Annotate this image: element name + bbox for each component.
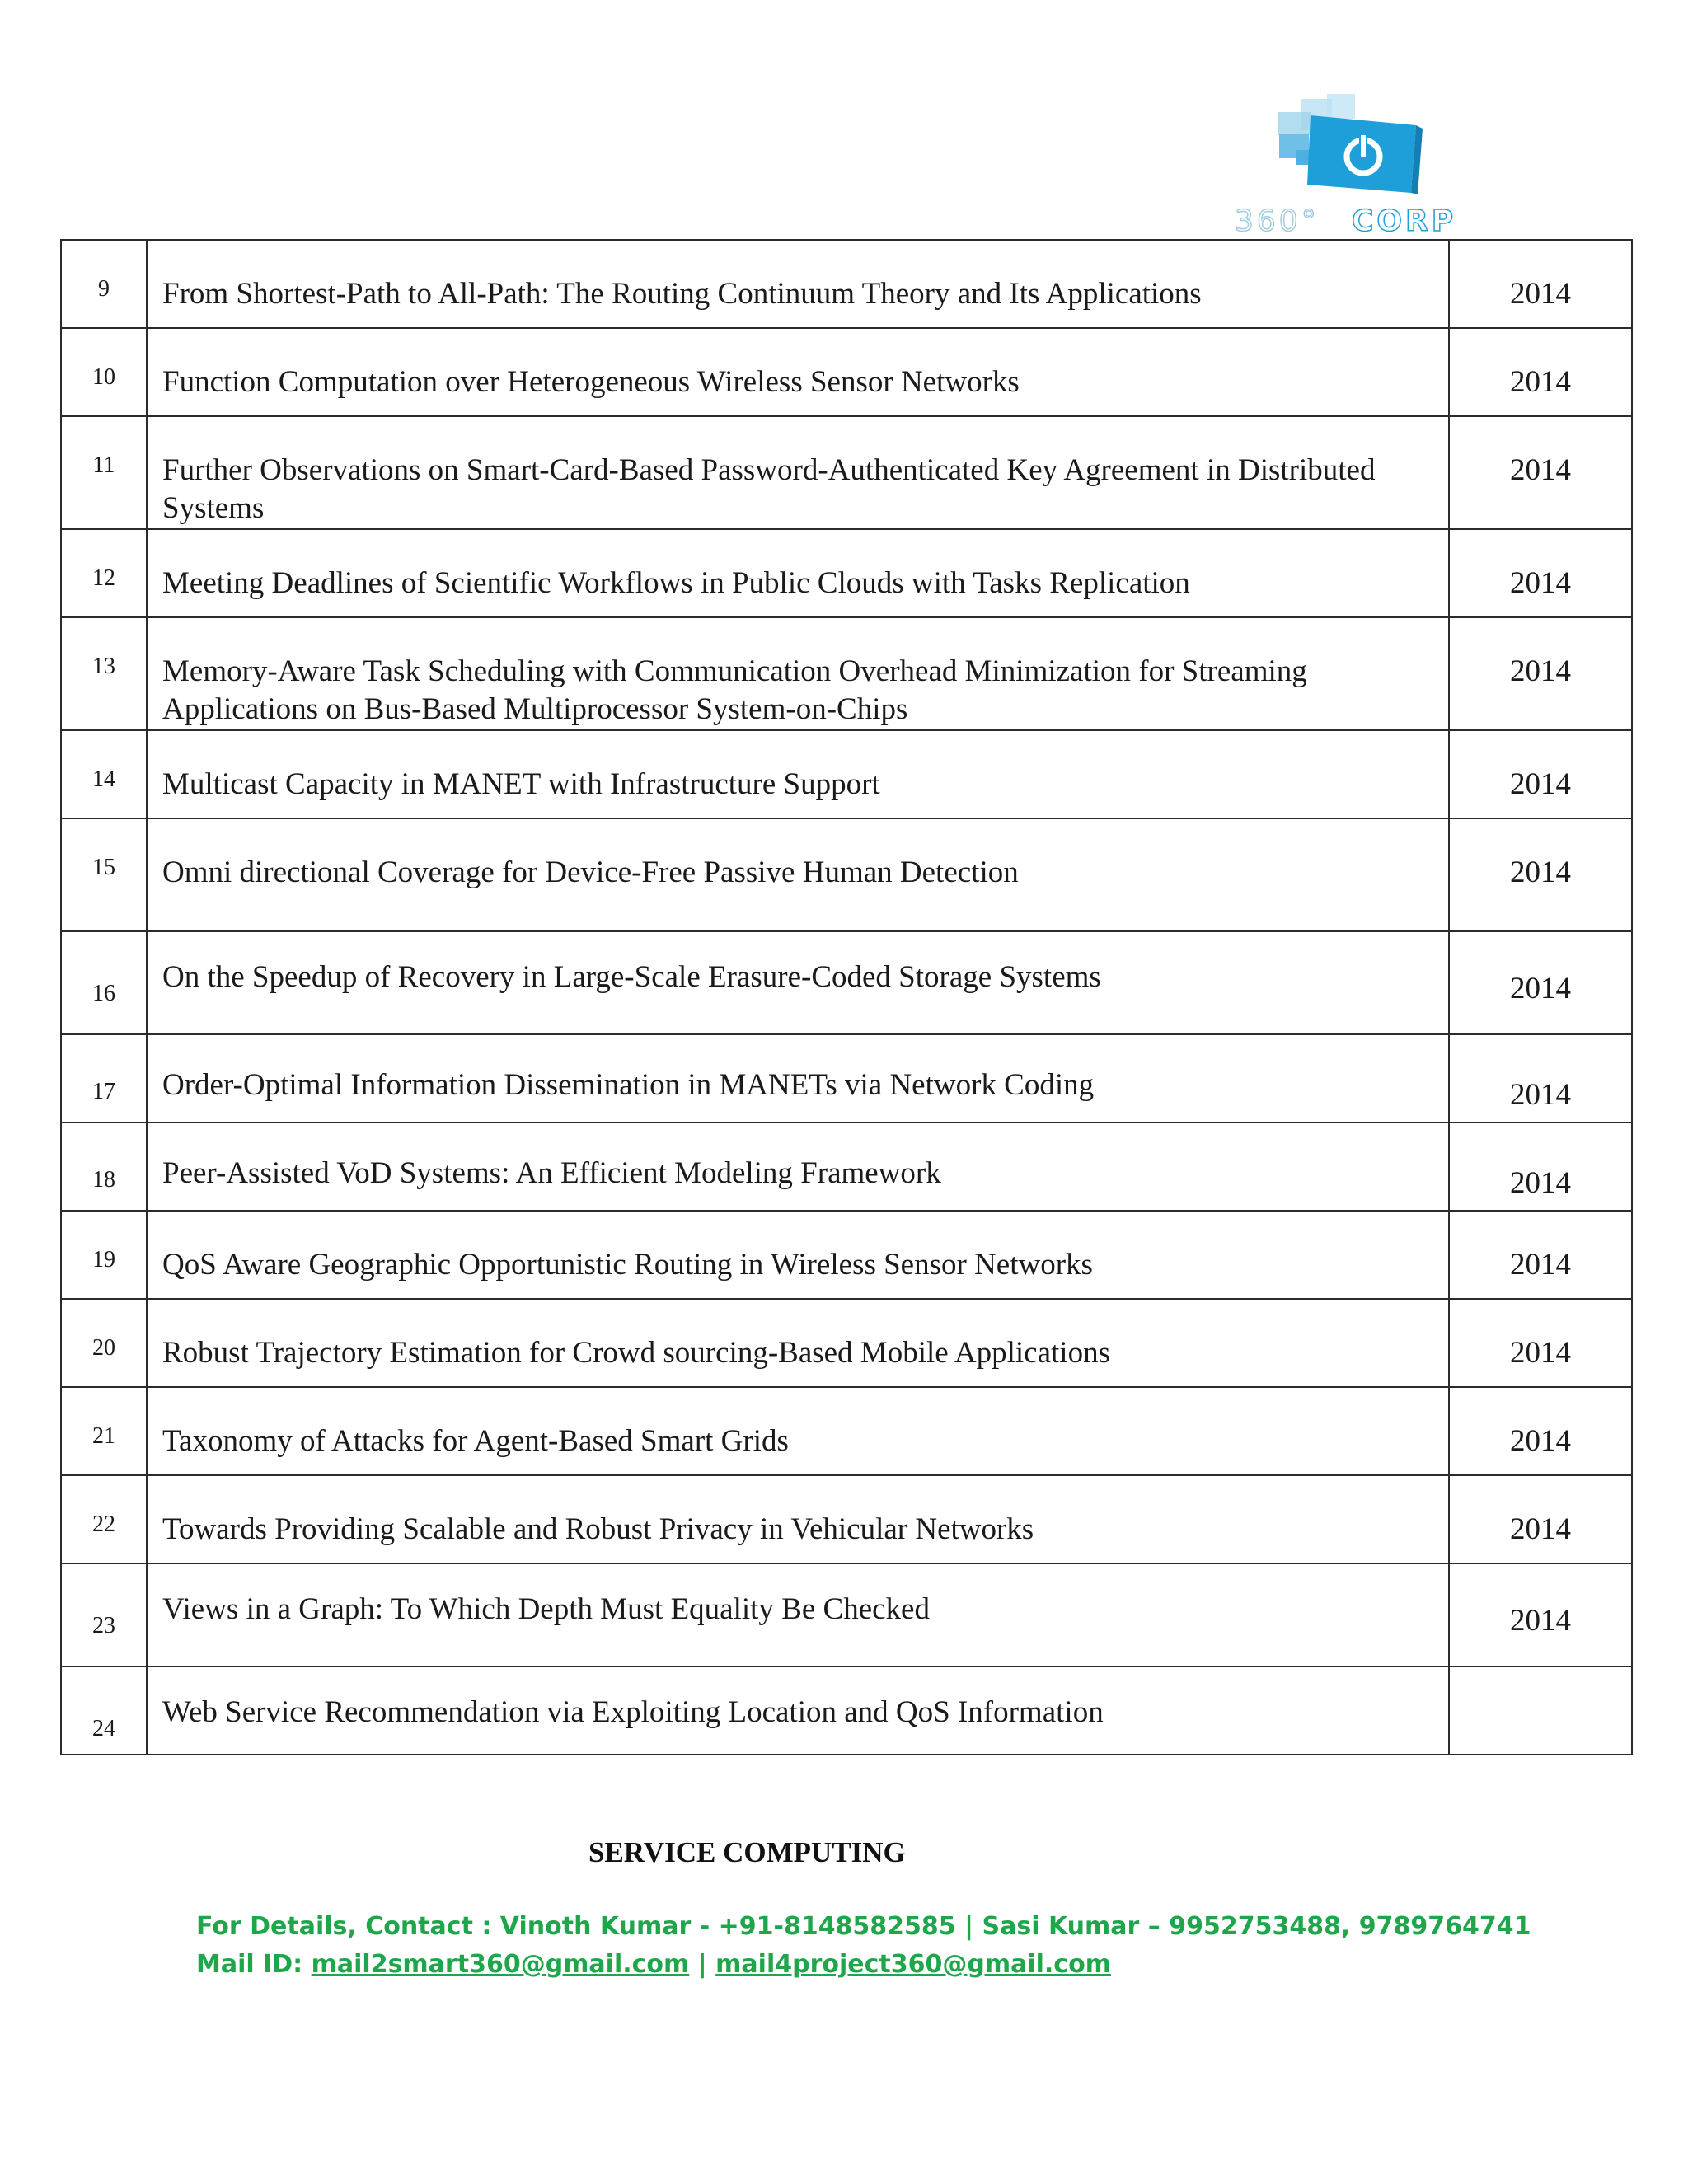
table-row — [61, 1563, 1632, 1666]
row-number: 9 — [61, 240, 147, 328]
mail-label: Mail ID: — [196, 1950, 312, 1979]
table-row — [61, 1475, 1632, 1563]
section-heading: SERVICE COMPUTING — [588, 1836, 906, 1868]
project-year: 2014 — [1449, 931, 1632, 1034]
table-row — [61, 730, 1632, 818]
email-link-secondary[interactable]: mail4project360@gmail.com — [715, 1950, 1111, 1979]
row-number: 24 — [61, 1666, 147, 1755]
project-year: 2014 — [1449, 1387, 1632, 1475]
project-title: Taxonomy of Attacks for Agent-Based Smart Grids — [147, 1387, 1449, 1475]
table-row — [61, 931, 1632, 1034]
row-number: 19 — [61, 1211, 147, 1299]
project-title: Views in a Graph: To Which Depth Must Equality Be Checked — [147, 1563, 1449, 1666]
row-number: 12 — [61, 529, 147, 617]
company-logo — [1228, 92, 1475, 241]
table-row — [61, 1034, 1632, 1122]
project-year: 2014 — [1449, 1563, 1632, 1666]
logo-graphic — [1228, 92, 1475, 241]
project-title: Order-Optimal Information Dissemination in MANETs via Network Coding — [147, 1034, 1449, 1122]
email-link-primary[interactable]: mail2smart360@gmail.com — [311, 1950, 690, 1979]
project-title: Peer-Assisted VoD Systems: An Efficient Modeling Framework — [147, 1122, 1449, 1211]
email-separator: | — [689, 1950, 716, 1979]
table-row — [61, 1666, 1632, 1755]
table-row — [61, 240, 1632, 328]
table-row — [61, 416, 1632, 529]
project-year — [1449, 1666, 1632, 1755]
project-title: Meeting Deadlines of Scientific Workflows in Public Clouds with Tasks Replication — [147, 529, 1449, 617]
project-year: 2014 — [1449, 1122, 1632, 1211]
project-title: Omni directional Coverage for Device-Free Passive Human Detection — [147, 818, 1449, 931]
table-row — [61, 818, 1632, 931]
mail-details — [196, 1950, 1111, 1979]
table-row — [61, 1122, 1632, 1211]
project-table — [60, 239, 1633, 1755]
project-year: 2014 — [1449, 1299, 1632, 1387]
row-number: 22 — [61, 1475, 147, 1563]
project-year: 2014 — [1449, 617, 1632, 730]
row-number: 23 — [61, 1563, 147, 1666]
project-title: Multicast Capacity in MANET with Infrastructure Support — [147, 730, 1449, 818]
contact-details: For Details, Contact : Vinoth Kumar - +91-8148582585 | Sasi Kumar – 9952753488, 9789764741 — [196, 1912, 1531, 1941]
project-year: 2014 — [1449, 818, 1632, 931]
row-number: 11 — [61, 416, 147, 529]
row-number: 16 — [61, 931, 147, 1034]
table-row — [61, 328, 1632, 416]
project-year: 2014 — [1449, 529, 1632, 617]
project-title: Web Service Recommendation via Exploiting Location and QoS Information — [147, 1666, 1449, 1755]
project-title: Further Observations on Smart-Card-Based Password-Authenticated Key Agreement in Distributed Systems — [147, 416, 1449, 529]
table-row — [61, 1299, 1632, 1387]
table-row — [61, 1387, 1632, 1475]
row-number: 10 — [61, 328, 147, 416]
table-row — [61, 617, 1632, 730]
table-row — [61, 529, 1632, 617]
project-title: On the Speedup of Recovery in Large-Scale Erasure-Coded Storage Systems — [147, 931, 1449, 1034]
project-title: From Shortest-Path to All-Path: The Routing Continuum Theory and Its Applications — [147, 240, 1449, 328]
project-year: 2014 — [1449, 328, 1632, 416]
project-year: 2014 — [1449, 1211, 1632, 1299]
project-title: Robust Trajectory Estimation for Crowd sourcing-Based Mobile Applications — [147, 1299, 1449, 1387]
row-number: 21 — [61, 1387, 147, 1475]
project-title: Function Computation over Heterogeneous Wireless Sensor Networks — [147, 328, 1449, 416]
project-year: 2014 — [1449, 416, 1632, 529]
project-year: 2014 — [1449, 1034, 1632, 1122]
row-number: 14 — [61, 730, 147, 818]
row-number: 13 — [61, 617, 147, 730]
row-number: 18 — [61, 1122, 147, 1211]
row-number: 17 — [61, 1034, 147, 1122]
logo-wordmark: 360° — [1235, 204, 1320, 238]
row-number: 15 — [61, 818, 147, 931]
project-title: Towards Providing Scalable and Robust Privacy in Vehicular Networks — [147, 1475, 1449, 1563]
svg-text:CORP: CORP — [1352, 204, 1457, 238]
project-title: Memory-Aware Task Scheduling with Communication Overhead Minimization for Streaming Applications on Bus-Based Multiprocessor System-on-Chips — [147, 617, 1449, 730]
row-number: 20 — [61, 1299, 147, 1387]
project-year: 2014 — [1449, 240, 1632, 328]
project-year: 2014 — [1449, 1475, 1632, 1563]
table-row — [61, 1211, 1632, 1299]
project-title: QoS Aware Geographic Opportunistic Routing in Wireless Sensor Networks — [147, 1211, 1449, 1299]
project-year: 2014 — [1449, 730, 1632, 818]
